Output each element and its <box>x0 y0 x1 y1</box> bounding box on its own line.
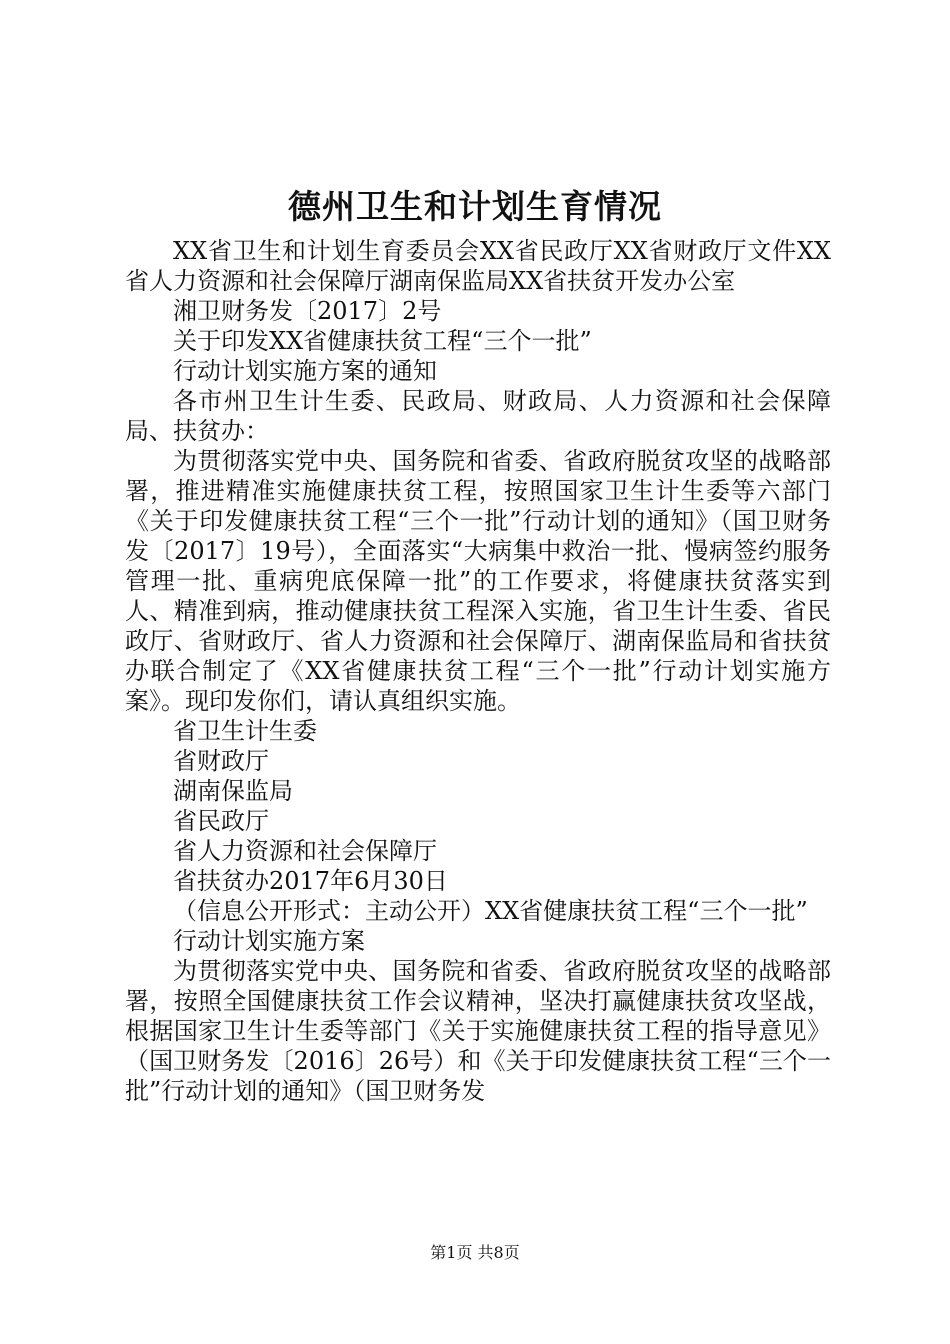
document-title: 德州卫生和计划生育情况 <box>288 187 662 226</box>
paragraph-signatory-date: 省扶贫办2017年6月30日 <box>173 867 448 895</box>
paragraph-notice-title-1: 关于印发XX省健康扶贫工程“三个一批” <box>173 327 592 355</box>
paragraph-notice-title-2: 行动计划实施方案的通知 <box>173 357 437 385</box>
paragraph-plan-body: 为贯彻落实党中央、国务院和省委、省政府脱贫攻坚的战略部署，按照全国健康扶贫工作会议精神，坚决打赢健康扶贫攻坚战，根据国家卫生计生委等部门《关于实施健康扶贫工程的指导意见》（国卫财务发〔2016〕26号）和《关于印发健康扶贫工程“三个一批”行动计划的通知》（国卫财务发 <box>125 957 831 1105</box>
paragraph-plan-title: 行动计划实施方案 <box>173 927 365 955</box>
document-body <box>125 236 831 1106</box>
paragraph-recipients: 各市州卫生计生委、民政局、财政局、人力资源和社会保障局、扶贫办： <box>125 387 831 445</box>
paragraph-signatory-3: 湖南保监局 <box>173 777 293 805</box>
paragraph-issuers: XX省卫生和计划生育委员会XX省民政厅XX省财政厅文件XX省人力资源和社会保障厅湖南保监局XX省扶贫开发办公室 <box>125 237 831 295</box>
paragraph-signatory-4: 省民政厅 <box>173 807 269 835</box>
page-footer: 第1页 共8页 <box>430 1243 520 1262</box>
paragraph-signatory-5: 省人力资源和社会保障厅 <box>173 837 437 865</box>
paragraph-signatory-2: 省财政厅 <box>173 747 269 775</box>
paragraph-signatory-1: 省卫生计生委 <box>173 717 317 745</box>
paragraph-notice-body: 为贯彻落实党中央、国务院和省委、省政府脱贫攻坚的战略部署，推进精准实施健康扶贫工程，按照国家卫生计生委等六部门《关于印发健康扶贫工程“三个一批”行动计划的通知》（国卫财务发〔2017〕19号），全面落实“大病集中救治一批、慢病签约服务管理一批、重病兜底保障一批”的工作要求，将健康扶贫落实到人、精准到病，推动健康扶贫工程深入实施，省卫生计生委、省民政厅、省财政厅、省人力资源和社会保障厅、湖南保监局和省扶贫办联合制定了《XX省健康扶贫工程“三个一批”行动计划实施方案》。现印发你们，请认真组织实施。 <box>125 447 831 715</box>
paragraph-disclosure: （信息公开形式：主动公开）XX省健康扶贫工程“三个一批” <box>173 897 808 925</box>
paragraph-doc-number: 湘卫财务发〔2017〕2号 <box>173 297 442 325</box>
